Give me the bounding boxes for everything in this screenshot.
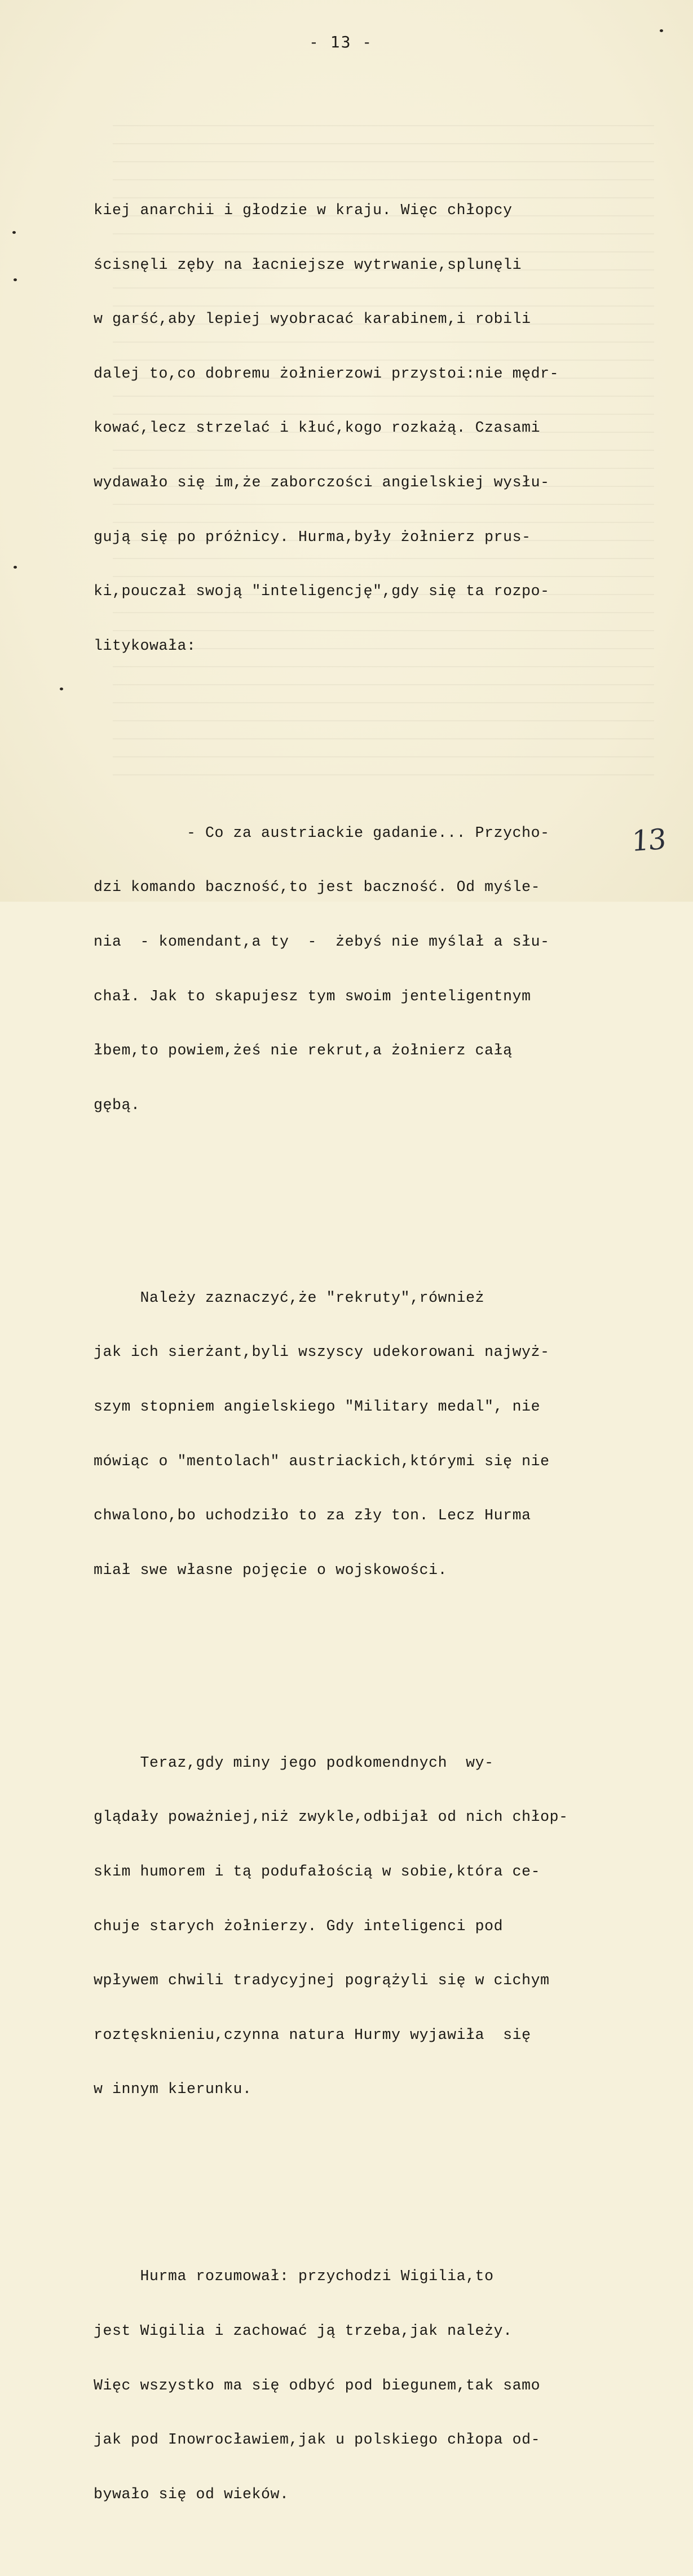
text-line: chuje starych żołnierzy. Gdy inteligenci pod <box>94 1917 504 1935</box>
text-line: ścisnęli zęby na łacniejsze wytrwanie,splunęli <box>94 256 522 273</box>
paragraph-spacer <box>94 728 652 733</box>
text-line: chwalono,bo uchodziło to za zły ton. Lecz Hurma <box>94 1507 531 1524</box>
text-line: miał swe własne pojęcie o wojskowości. <box>94 1561 448 1579</box>
text-line: w innym kierunku. <box>94 2081 252 2098</box>
paragraph-3 <box>94 1252 652 1615</box>
page-number: - 13 - <box>309 33 373 51</box>
paragraph-4 <box>94 1717 652 2135</box>
text-line: - Co za austriackie gadanie... Przycho- <box>94 824 550 841</box>
body-text <box>94 110 652 2576</box>
text-line: kiej anarchii i głodzie w kraju. Więc chłopcy <box>94 202 513 219</box>
margin-mark <box>14 566 17 569</box>
text-line: jak ich sierżant,byli wszyscy udekorowani najwyż- <box>94 1344 550 1361</box>
text-line: kować,lecz strzelać i kłuć,kogo rozkażą. Czasami <box>94 419 541 437</box>
text-line: chał. Jak to skapujesz tym swoim jenteligentnym <box>94 987 531 1005</box>
text-line: Należy zaznaczyć,że "rekruty",również <box>94 1289 485 1306</box>
margin-mark <box>14 278 17 281</box>
margin-mark <box>60 688 63 690</box>
text-line: Więc wszystko ma się odbyć pod biegunem,tak samo <box>94 2377 541 2394</box>
handwritten-page-number: 13 <box>631 822 666 858</box>
text-line: dalej to,co dobremu żołnierzowi przystoi:nie mędr- <box>94 365 559 382</box>
text-line: Teraz,gdy miny jego podkomendnych wy- <box>94 1754 494 1771</box>
text-line: łbem,to powiem,żeś nie rekrut,a żołnierz całą <box>94 1042 513 1059</box>
paragraph-5 <box>94 2231 652 2539</box>
text-line: dzi komando baczność,to jest baczność. Od myśle- <box>94 879 541 896</box>
text-line: gują się po próżnicy. Hurma,były żołnierz prus- <box>94 528 531 546</box>
text-line: Hurma rozumował: przychodzi Wigilia,to <box>94 2268 494 2285</box>
text-line: nia - komendant,a ty - żebyś nie myślał a słu- <box>94 933 550 950</box>
paragraph-spacer <box>94 2171 652 2176</box>
text-line: jak pod Inowrocławiem,jak u polskiego chłopa od- <box>94 2431 541 2449</box>
text-line: glądały poważniej,niż zwykle,odbijał od nich chłop- <box>94 1808 568 1826</box>
text-line: ki,pouczał swoją "inteligencję",gdy się ta rozpo- <box>94 583 550 600</box>
text-line: jest Wigilia i zachować ją trzeba,jak należy. <box>94 2322 513 2339</box>
text-line: wydawało się im,że zaborczości angielskiej wysłu- <box>94 473 550 491</box>
paragraph-spacer <box>94 1652 652 1663</box>
text-line: gębą. <box>94 1096 140 1114</box>
paragraph-2 <box>94 787 652 1150</box>
paragraph-1 <box>94 165 652 691</box>
text-line: skim humorem i tą podufałością w sobie,która ce- <box>94 1863 541 1880</box>
text-line: szym stopniem angielskiego "Military medal", nie <box>94 1398 541 1415</box>
text-line: litykowała: <box>94 637 196 654</box>
text-line: mówiąc o "mentolach" austriackich,którymi się nie <box>94 1452 550 1470</box>
margin-mark <box>660 29 663 32</box>
text-line: wpływem chwili tradycyjnej pogrążyli się w cichym <box>94 1972 550 1989</box>
margin-mark <box>12 231 16 234</box>
paragraph-spacer <box>94 1187 652 1198</box>
text-line: bywało się od wieków. <box>94 2485 289 2503</box>
text-line: roztęsknieniu,czynna natura Hurmy wyjawiła się <box>94 2026 531 2043</box>
text-line: w garść,aby lepiej wyobracać karabinem,i robili <box>94 311 531 328</box>
